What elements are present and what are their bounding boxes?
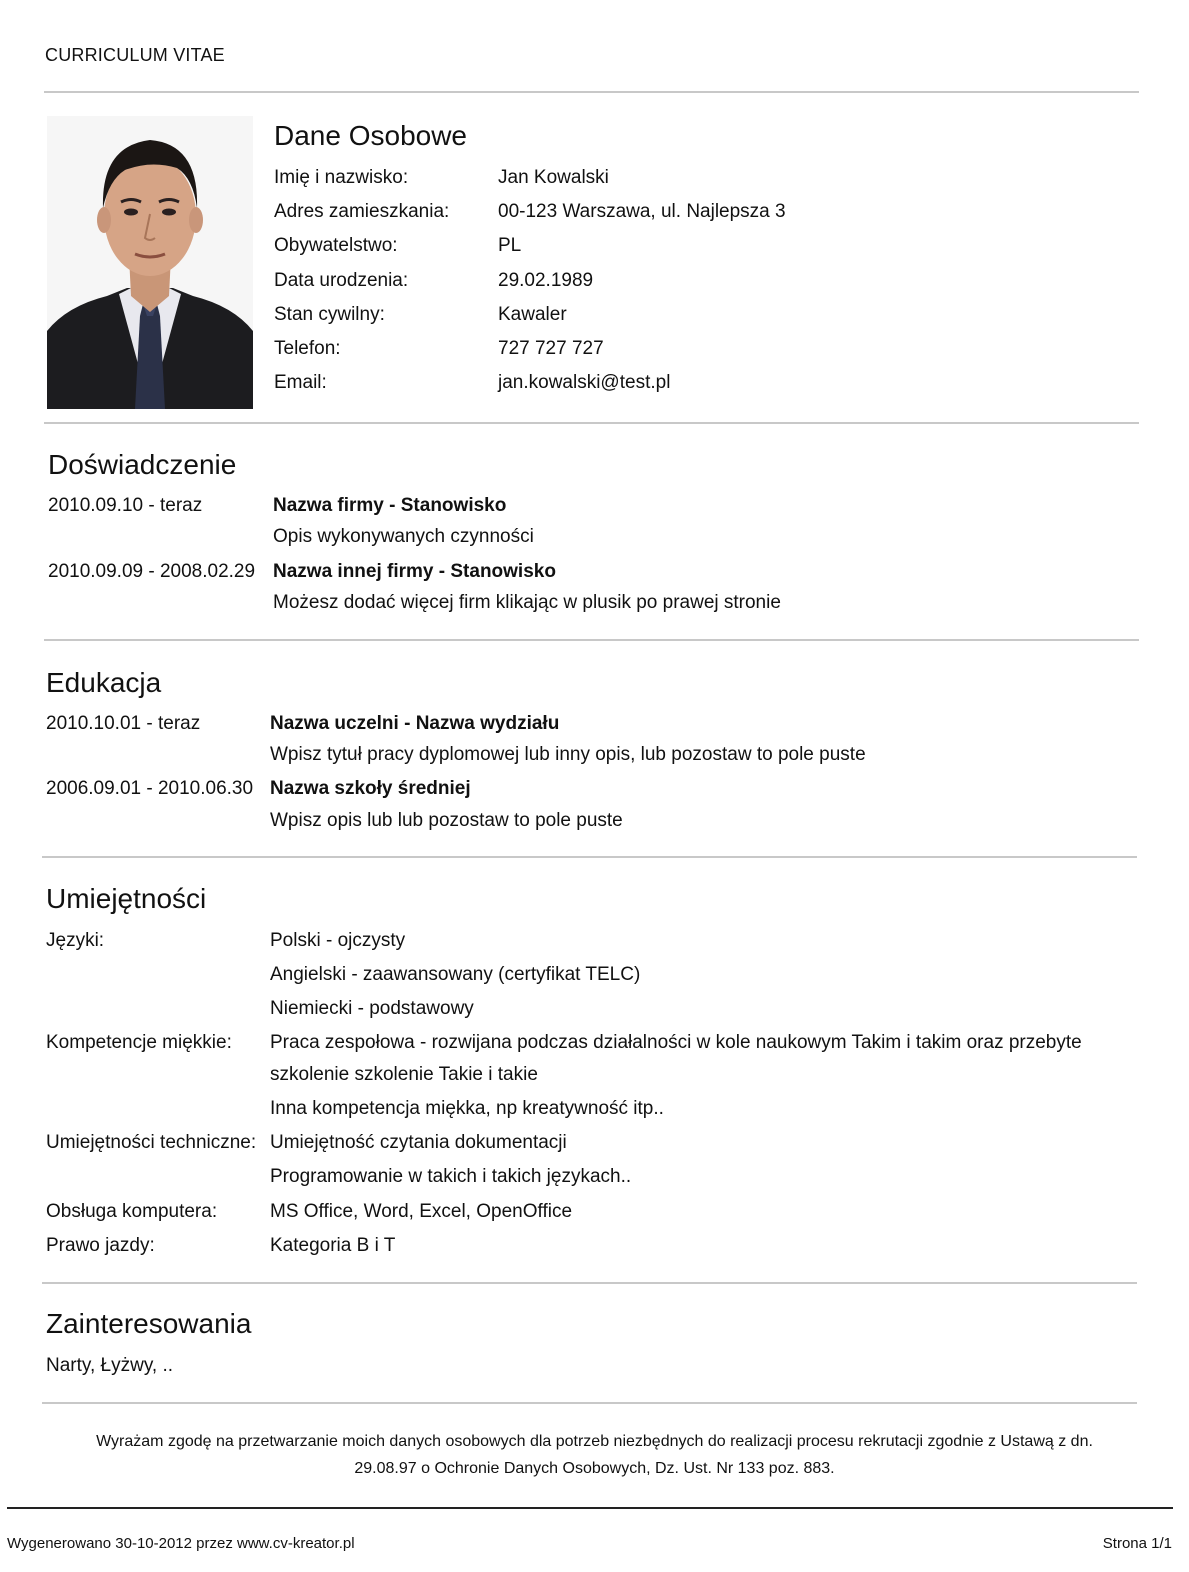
skill-item: Programowanie w takich i takich językach.. (270, 1166, 632, 1187)
field-value: 727 727 727 (498, 338, 604, 359)
field-value: 00-123 Warszawa, ul. Najlepsza 3 (498, 201, 786, 222)
divider (42, 1282, 1137, 1284)
education-title: Nazwa uczelni - Nazwa wydziału (270, 713, 560, 734)
section-heading-education: Edukacja (46, 667, 162, 698)
experience-description: Opis wykonywanych czynności (273, 526, 534, 547)
section-heading-personal: Dane Osobowe (274, 120, 468, 151)
field-value: PL (498, 235, 522, 256)
field-label: Obywatelstwo: (274, 235, 398, 256)
skills-computer-label: Obsługa komputera: (46, 1201, 218, 1222)
section-heading-interests: Zainteresowania (46, 1308, 252, 1339)
experience-dates: 2010.09.09 - 2008.02.29 (48, 561, 256, 582)
education-description: Wpisz tytuł pracy dyplomowej lub inny opis, lub pozostaw to pole puste (270, 744, 866, 765)
section-heading-skills: Umiejętności (46, 883, 207, 914)
skill-item: Umiejętność czytania dokumentacji (270, 1132, 567, 1153)
skills-soft-label: Kompetencje miękkie: (46, 1032, 232, 1053)
divider (44, 422, 1139, 424)
skills-technical-label: Umiejętności techniczne: (46, 1132, 257, 1153)
footer-page-number: Strona 1/1 (1102, 1535, 1172, 1552)
skill-item: Inna kompetencja miękka, np kreatywność itp.. (270, 1098, 664, 1119)
education-dates: 2010.10.01 - teraz (46, 713, 201, 734)
field-label: Imię i nazwisko: (274, 167, 409, 188)
divider (42, 1402, 1137, 1404)
field-label: Stan cywilny: (274, 304, 385, 325)
consent-clause (60, 1428, 1129, 1482)
skill-item: Niemiecki - podstawowy (270, 998, 474, 1019)
skill-item: Angielski - zaawansowany (certyfikat TELC) (270, 964, 641, 985)
experience-title: Nazwa innej firmy - Stanowisko (273, 561, 556, 582)
field-value: 29.02.1989 (498, 270, 594, 291)
education-dates: 2006.09.01 - 2010.06.30 (46, 778, 254, 799)
interests-text: Narty, Łyżwy, .. (46, 1355, 174, 1376)
education-description: Wpisz opis lub lub pozostaw to pole puste (270, 810, 623, 831)
field-label: Adres zamieszkania: (274, 201, 450, 222)
experience-title: Nazwa firmy - Stanowisko (273, 495, 507, 516)
skills-license-label: Prawo jazdy: (46, 1235, 155, 1256)
education-title: Nazwa szkoły średniej (270, 778, 471, 799)
skill-item: Polski - ojczysty (270, 930, 406, 951)
divider (44, 639, 1139, 641)
person-portrait-icon (47, 116, 253, 409)
email-value: jan.kowalski@test.pl (498, 372, 671, 393)
field-label: Data urodzenia: (274, 270, 409, 291)
skills-languages-label: Języki: (46, 930, 105, 951)
field-value: Jan Kowalski (498, 167, 609, 188)
section-heading-experience: Doświadczenie (48, 449, 237, 480)
footer-divider (7, 1507, 1173, 1509)
experience-dates: 2010.09.10 - teraz (48, 495, 203, 516)
consent-line: 29.08.97 o Ochronie Danych Osobowych, Dz. Ust. Nr 133 poz. 883. (354, 1460, 835, 1477)
profile-photo (47, 116, 253, 409)
skill-item: szkolenie szkolenie Takie i takie (270, 1064, 538, 1085)
skill-item: Kategoria B i T (270, 1235, 396, 1256)
divider (42, 856, 1137, 858)
field-value: Kawaler (498, 304, 567, 325)
skill-item: MS Office, Word, Excel, OpenOffice (270, 1201, 573, 1222)
experience-description: Możesz dodać więcej firm klikając w plusik po prawej stronie (273, 592, 781, 613)
document-title: CURRICULUM VITAE (45, 45, 225, 65)
skill-item: Praca zespołowa - rozwijana podczas działalności w kole naukowym Takim i takim oraz przebyte (270, 1032, 1082, 1053)
divider (44, 91, 1139, 93)
consent-line: Wyrażam zgodę na przetwarzanie moich danych osobowych dla potrzeb niezbędnych do realizacji procesu rekrutacji zgodnie z Ustawą z dn. (96, 1433, 1093, 1450)
field-label: Email: (274, 372, 327, 393)
footer-generated: Wygenerowano 30-10-2012 przez www.cv-kreator.pl (7, 1535, 355, 1552)
field-label: Telefon: (274, 338, 341, 359)
